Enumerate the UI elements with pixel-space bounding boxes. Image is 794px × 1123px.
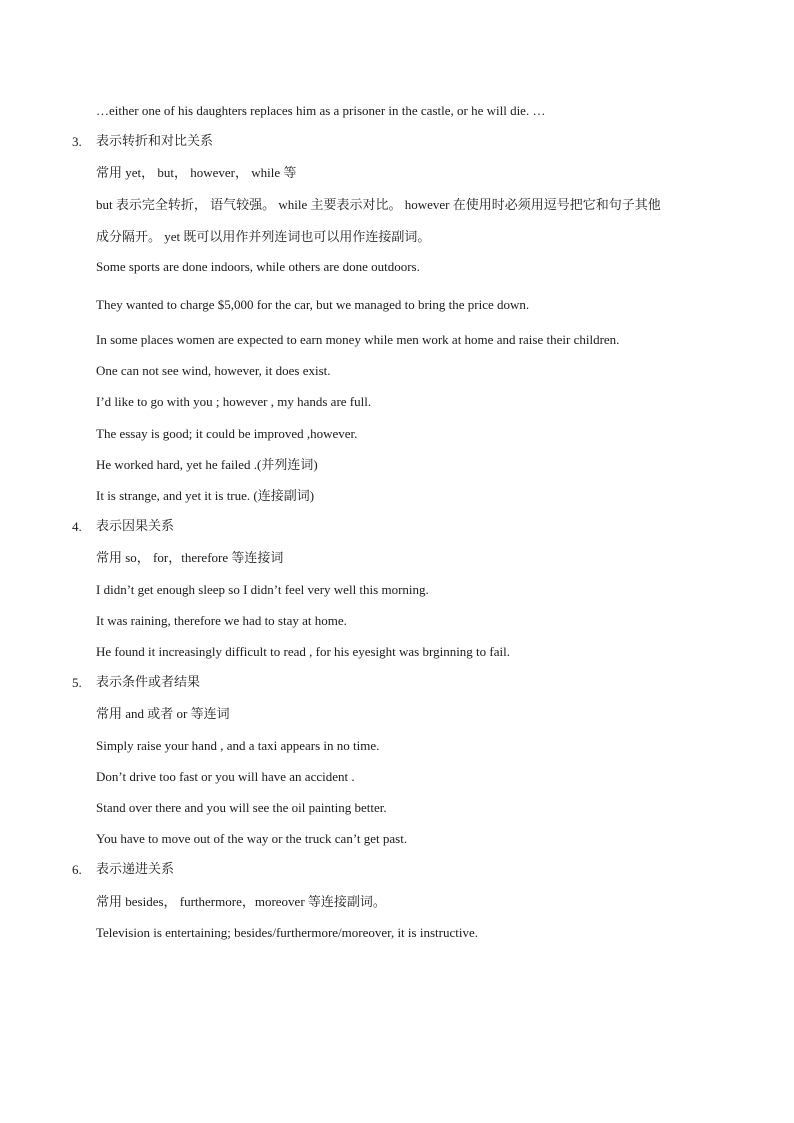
section-number: 5. bbox=[72, 675, 82, 690]
section-number: 3. bbox=[72, 134, 82, 149]
example-sentence: Simply raise your hand , and a taxi appears in no time. bbox=[96, 738, 380, 753]
text-line: 常用 and 或者 or 等连词 bbox=[96, 706, 230, 721]
example-sentence: Don’t drive too fast or you will have an accident . bbox=[96, 769, 355, 784]
section-heading: 表示转折和对比关系 bbox=[96, 134, 214, 149]
intro-example: …either one of his daughters replaces him as a prisoner in the castle, or he will die. … bbox=[96, 103, 546, 118]
section-heading: 表示条件或者结果 bbox=[96, 675, 201, 690]
example-sentence: You have to move out of the way or the truck can’t get past. bbox=[96, 831, 408, 846]
section-heading: 表示因果关系 bbox=[96, 519, 175, 534]
example-sentence: One can not see wind, however, it does exist. bbox=[96, 363, 331, 378]
example-sentence: I’d like to go with you ; however , my hands are full. bbox=[96, 394, 372, 409]
example-sentence: He found it increasingly difficult to read , for his eyesight was brginning to fail. bbox=[96, 644, 510, 659]
text-line: 常用 so， for，therefore 等连接词 bbox=[96, 550, 284, 565]
example-sentence: It was raining, therefore we had to stay at home. bbox=[96, 613, 347, 628]
section-number: 6. bbox=[72, 862, 82, 877]
section-number: 4. bbox=[72, 519, 82, 534]
example-sentence: Some sports are done indoors, while others are done outdoors. bbox=[96, 259, 420, 274]
text-line: 成分隔开。 yet 既可以用作并列连词也可以用作连接副词。 bbox=[96, 229, 431, 244]
example-sentence: Stand over there and you will see the oil painting better. bbox=[96, 800, 387, 815]
example-sentence: The essay is good; it could be improved ,however. bbox=[96, 426, 358, 441]
example-sentence: It is strange, and yet it is true. (连接副词) bbox=[96, 488, 315, 503]
example-sentence: He worked hard, yet he failed .(并列连词) bbox=[96, 457, 318, 472]
text-line: 常用 yet， but， however， while 等 bbox=[96, 165, 297, 180]
example-sentence: In some places women are expected to earn money while men work at home and raise their children. bbox=[96, 332, 620, 347]
example-sentence: They wanted to charge $5,000 for the car, but we managed to bring the price down. bbox=[96, 297, 530, 312]
example-sentence: I didn’t get enough sleep so I didn’t feel very well this morning. bbox=[96, 582, 429, 597]
text-line: 常用 besides， furthermore，moreover 等连接副词。 bbox=[96, 894, 386, 909]
section-heading: 表示递进关系 bbox=[96, 862, 175, 877]
example-sentence: Television is entertaining; besides/furthermore/moreover, it is instructive. bbox=[96, 925, 478, 940]
text-line: but 表示完全转折， 语气较强。 while 主要表示对比。 however 在使用时必须用逗号把它和句子其他 bbox=[96, 197, 661, 212]
